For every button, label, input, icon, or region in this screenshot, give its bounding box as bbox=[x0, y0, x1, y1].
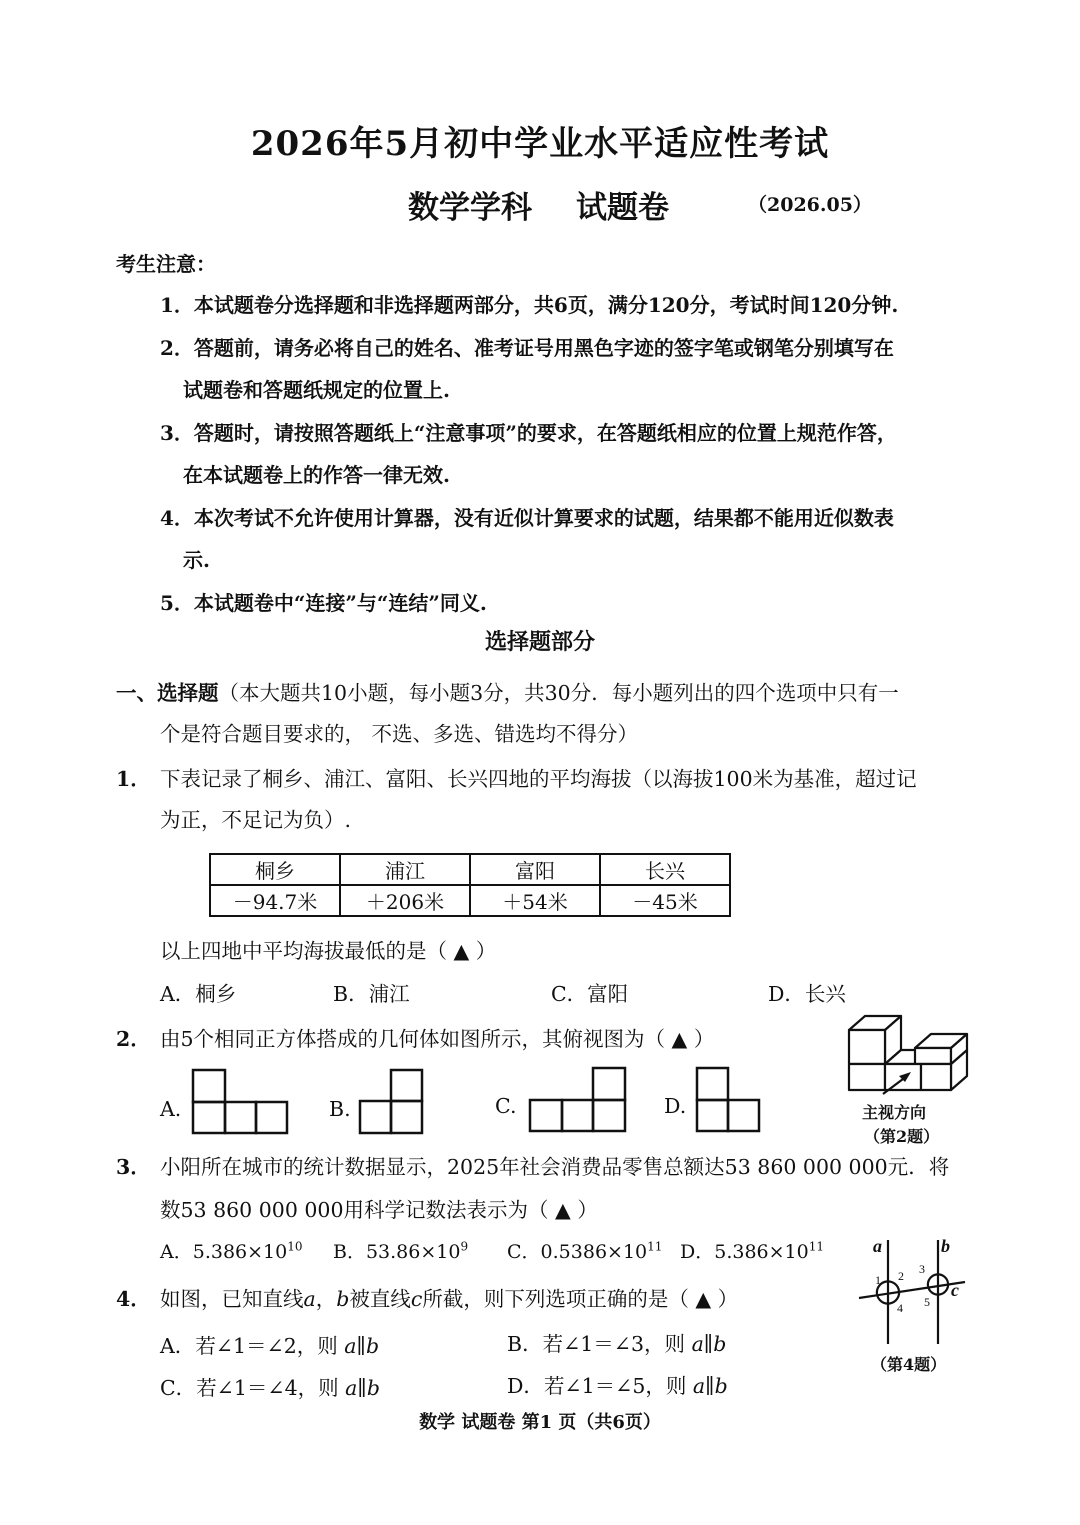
q2-text: 由5个相同正方体搭成的几何体如图所示，其俯视图为（ ▲ ） bbox=[160, 1027, 715, 1051]
notice-item-2: 2．答题前，请务必将自己的姓名、准考证号用黑色字迹的签字笔或钢笔分别填写在 bbox=[160, 336, 894, 360]
option-label: B． bbox=[333, 1241, 366, 1263]
part1-desc-1: （本大题共10小题，每小题3分，共30分．每小题列出的四个选项中只有一 bbox=[218, 681, 899, 705]
table-header-cell: 浦江 bbox=[340, 854, 470, 885]
q3-text-2: 数53 860 000 000用科学记数法表示为（ ▲ ） bbox=[160, 1198, 598, 1222]
option-exponent: 10 bbox=[287, 1239, 303, 1254]
option-label: C． bbox=[507, 1241, 541, 1263]
q4-option-a bbox=[160, 1329, 379, 1359]
option-exponent: 11 bbox=[808, 1239, 825, 1254]
option-exponent: 11 bbox=[647, 1239, 663, 1254]
option-label: D． bbox=[680, 1241, 715, 1263]
line-b-label: b bbox=[941, 1236, 950, 1256]
notice-item-3: 3．答题时，请按照答题纸上“注意事项”的要求，在答题纸相应的位置上规范作答， bbox=[160, 421, 897, 445]
q1-option-d: D．长兴 bbox=[768, 982, 846, 1006]
q2-option-c-figure bbox=[527, 1065, 629, 1135]
q3-option-d bbox=[680, 1237, 824, 1264]
option-label: A． bbox=[160, 1334, 196, 1358]
q2-number: 2． bbox=[116, 1027, 151, 1051]
q3-option-a bbox=[160, 1237, 303, 1264]
exam-date: （2026.05） bbox=[748, 194, 872, 216]
q4-text-part: 所截，则下列选项正确的是（ ▲ ） bbox=[422, 1287, 739, 1311]
paper-title: 试题卷 bbox=[576, 190, 669, 226]
table-header-cell: 长兴 bbox=[600, 854, 730, 885]
line-a-label: a bbox=[873, 1236, 882, 1256]
option-mantissa: 5.386×10 bbox=[192, 1241, 288, 1263]
option-condition: 若∠1＝∠3，则 bbox=[542, 1332, 686, 1356]
q4-text-part: 如图，已知直线 bbox=[160, 1287, 304, 1311]
q4-var-b: b bbox=[336, 1287, 350, 1311]
option-label: A． bbox=[160, 1241, 193, 1263]
q1-text-2: 为正，不足记为负）. bbox=[160, 808, 352, 832]
q4-text bbox=[160, 1282, 738, 1312]
q1-text-1: 下表记录了桐乡、浦江、富阳、长兴四地的平均海拔（以海拔100米为基准，超过记 bbox=[160, 767, 917, 791]
q4-option-d bbox=[507, 1369, 728, 1399]
q4-var-c: c bbox=[410, 1287, 423, 1311]
q2-option-d-label: D. bbox=[664, 1094, 687, 1118]
option-exponent: 9 bbox=[460, 1239, 469, 1254]
q4-lines-figure bbox=[855, 1232, 970, 1352]
table-cell: ＋206米 bbox=[340, 885, 470, 916]
part1-label: 一、选择题 bbox=[116, 681, 219, 705]
q4-text-part: 被直线 bbox=[349, 1287, 411, 1311]
option-mantissa: 53.86×10 bbox=[365, 1241, 461, 1263]
table-cell: －45米 bbox=[600, 885, 730, 916]
q2-option-d-figure bbox=[694, 1065, 764, 1135]
notice-item-4-cont: 示. bbox=[183, 548, 210, 572]
q1-option-a: A．桐乡 bbox=[160, 982, 237, 1006]
option-conclusion: a∥b bbox=[692, 1374, 728, 1398]
q4-option-c bbox=[160, 1371, 380, 1401]
q4-number: 4． bbox=[116, 1287, 151, 1311]
notice-item-4: 4．本次考试不允许使用计算器，没有近似计算要求的试题，结果都不能用近似数表 bbox=[160, 506, 894, 530]
q3-option-c bbox=[507, 1237, 662, 1264]
q2-option-a-label: A. bbox=[160, 1097, 182, 1121]
table-cell: －94.7米 bbox=[210, 885, 340, 916]
subject-title: 数学学科 bbox=[408, 190, 532, 226]
line-c-label: c bbox=[951, 1280, 959, 1300]
table-header-row bbox=[210, 854, 730, 885]
option-conclusion: a∥b bbox=[691, 1332, 727, 1356]
exam-title: 2026年5月初中学业水平适应性考试 bbox=[250, 124, 830, 164]
page-footer: 数学 试题卷 第1 页（共6页） bbox=[419, 1412, 661, 1433]
q3-option-b bbox=[333, 1237, 468, 1264]
option-conclusion: a∥b bbox=[345, 1376, 380, 1400]
angle-2-label: 2 bbox=[898, 1269, 904, 1283]
notice-item-3-cont: 在本试题卷上的作答一律无效. bbox=[183, 463, 450, 487]
option-label: D． bbox=[507, 1374, 544, 1398]
notice-heading: 考生注意： bbox=[116, 252, 216, 276]
option-condition: 若∠1＝∠2，则 bbox=[195, 1334, 338, 1358]
q1-option-c: C．富阳 bbox=[551, 982, 629, 1006]
q2-option-c-label: C. bbox=[495, 1094, 517, 1118]
table-header-cell: 桐乡 bbox=[210, 854, 340, 885]
q2-direction-label: 主视方向 bbox=[862, 1103, 927, 1122]
q2-cube-figure bbox=[845, 1010, 973, 1100]
q2-option-b-label: B. bbox=[329, 1097, 351, 1121]
q1-option-b: B．浦江 bbox=[333, 982, 410, 1006]
part1-desc-2: 个是符合题目要求的， 不选、多选、错选均不得分） bbox=[160, 722, 639, 746]
part1-header bbox=[116, 676, 899, 706]
altitude-table bbox=[209, 853, 731, 917]
q4-var-a: a bbox=[303, 1287, 316, 1311]
q3-text-1: 小阳所在城市的统计数据显示，2025年社会消费品零售总额达53 860 000 000元．将 bbox=[160, 1155, 950, 1179]
q1-question: 以上四地中平均海拔最低的是（ ▲ ） bbox=[160, 939, 497, 963]
angle-5-label: 5 bbox=[924, 1295, 930, 1309]
angle-1-label: 1 bbox=[875, 1273, 881, 1287]
option-conclusion: a∥b bbox=[344, 1334, 380, 1358]
option-mantissa: 0.5386×10 bbox=[540, 1241, 648, 1263]
notice-item-1: 1．本试题卷分选择题和非选择题两部分，共6页，满分120分，考试时间120分钟. bbox=[160, 293, 899, 317]
q2-option-b-figure bbox=[357, 1067, 427, 1137]
table-cell: ＋54米 bbox=[470, 885, 600, 916]
q3-number: 3． bbox=[116, 1155, 151, 1179]
q2-option-a-figure bbox=[190, 1065, 290, 1137]
option-mantissa: 5.386×10 bbox=[714, 1241, 809, 1263]
table-header-cell: 富阳 bbox=[470, 854, 600, 885]
option-label: C． bbox=[160, 1376, 197, 1400]
q4-text-part: ， bbox=[315, 1287, 337, 1311]
section-heading: 选择题部分 bbox=[484, 629, 595, 655]
option-condition: 若∠1＝∠4，则 bbox=[196, 1376, 339, 1400]
q4-option-b bbox=[507, 1327, 726, 1357]
q2-figure-caption: （第2题） bbox=[864, 1127, 940, 1146]
option-label: B． bbox=[507, 1332, 543, 1356]
angle-4-label: 4 bbox=[897, 1301, 903, 1315]
q1-number: 1． bbox=[116, 767, 151, 791]
notice-item-5: 5．本试题卷中“连接”与“连结”同义. bbox=[160, 591, 487, 615]
notice-item-2-cont: 试题卷和答题纸规定的位置上. bbox=[183, 378, 450, 402]
angle-3-label: 3 bbox=[919, 1262, 925, 1276]
table-row bbox=[210, 885, 730, 916]
q4-figure-caption: （第4题） bbox=[871, 1355, 947, 1374]
option-condition: 若∠1＝∠5，则 bbox=[543, 1374, 687, 1398]
